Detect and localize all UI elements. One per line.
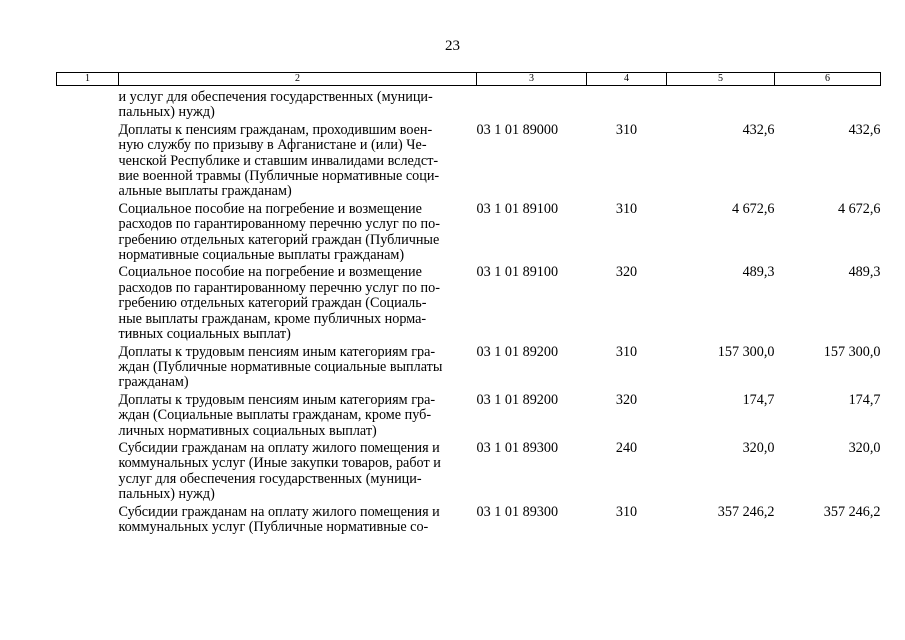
description-line: расходов по гарантированному перечню услуг по по- — [118, 216, 440, 233]
table-row — [57, 439, 881, 503]
description-line: нормативные социальные выплаты гражданам) — [118, 247, 405, 264]
target-code: 03 1 01 89200 — [476, 343, 559, 360]
amount-col-6: 432,6 — [848, 121, 881, 138]
amount-col-6: 4 672,6 — [837, 200, 881, 217]
row-description — [119, 86, 477, 121]
description-line: альные выплаты гражданам) — [118, 183, 292, 200]
description-line: ждан (Социальные выплаты гражданам, кроме пуб- — [118, 407, 432, 424]
amount-col-5: 357 246,2 — [717, 503, 775, 520]
table-row — [57, 391, 881, 439]
amount-col-5: 174,7 — [742, 391, 775, 408]
table-row — [57, 263, 881, 342]
description-line: ную службу по призыву в Афганистане и (или) Че- — [118, 137, 427, 154]
page-number: 23 — [445, 38, 460, 54]
expense-type-code: 310 — [615, 121, 638, 138]
description-line: гребению отдельных категорий граждан (Социаль- — [118, 295, 427, 312]
description-line: коммунальных услуг (Иные закупки товаров, работ и — [118, 455, 441, 472]
row-description — [119, 391, 477, 439]
column-number-header: 2 — [119, 73, 477, 86]
description-line: расходов по гарантированному перечню услуг по по- — [118, 279, 440, 296]
amount-col-6: 320,0 — [848, 439, 881, 456]
description-line: Доплаты к трудовым пенсиям иным категориям гра- — [118, 343, 436, 360]
description-line: Доплаты к трудовым пенсиям иным категориям гра- — [118, 391, 436, 408]
row-description — [119, 503, 477, 536]
table-row — [57, 343, 881, 391]
target-code: 03 1 01 89100 — [476, 264, 559, 281]
description-line: Субсидии гражданам на оплату жилого помещения и — [118, 503, 440, 520]
description-line: Социальное пособие на погребение и возмещение — [118, 264, 422, 281]
description-line: Социальное пособие на погребение и возмещение — [118, 200, 422, 217]
description-line: Субсидии гражданам на оплату жилого помещения и — [118, 439, 440, 456]
row-description — [119, 343, 477, 391]
description-line: ждан (Публичные нормативные социальные выплаты — [118, 358, 443, 375]
description-line: личных нормативных социальных выплат) — [118, 422, 377, 439]
amount-col-6: 157 300,0 — [823, 343, 881, 360]
column-number-header: 4 — [587, 73, 667, 86]
table-row — [57, 503, 881, 536]
expense-type-code: 310 — [615, 200, 638, 217]
expense-type-code: 320 — [615, 264, 638, 281]
target-code: 03 1 01 89000 — [476, 121, 559, 138]
amount-col-6: 174,7 — [848, 391, 881, 408]
amount-col-6: 357 246,2 — [823, 503, 881, 520]
column-number-header: 6 — [775, 73, 881, 86]
description-line: ные выплаты гражданам, кроме публичных норма- — [118, 310, 427, 327]
expense-type-code: 240 — [615, 439, 638, 456]
description-line: гражданам) — [118, 374, 189, 391]
description-line: и услуг для обеспечения государственных (муници- — [118, 89, 433, 105]
column-number-header: 1 — [57, 73, 119, 86]
row-description — [119, 200, 477, 264]
description-line: Доплаты к пенсиям гражданам, проходившим воен- — [118, 121, 433, 138]
row-description — [119, 439, 477, 503]
table-row — [57, 121, 881, 200]
description-line: ченской Республике и ставшим инвалидами вследст- — [118, 152, 439, 169]
description-line: коммунальных услуг (Публичные нормативные со- — [118, 518, 429, 535]
column-number-header: 5 — [667, 73, 775, 86]
target-code: 03 1 01 89300 — [476, 503, 559, 520]
budget-table — [56, 72, 881, 535]
row-description — [119, 121, 477, 200]
target-code: 03 1 01 89300 — [476, 439, 559, 456]
amount-col-6: 489,3 — [848, 264, 881, 281]
target-code: 03 1 01 89200 — [476, 391, 559, 408]
description-line: пальных) нужд) — [118, 104, 215, 121]
table-row — [57, 200, 881, 264]
description-line: гребению отдельных категорий граждан (Публичные — [118, 231, 440, 248]
description-line: тивных социальных выплат) — [118, 326, 291, 343]
amount-col-5: 489,3 — [742, 264, 775, 281]
expense-type-code: 310 — [615, 503, 638, 520]
column-number-header: 3 — [477, 73, 587, 86]
expense-type-code: 320 — [615, 391, 638, 408]
row-description — [119, 263, 477, 342]
description-line: вие военной травмы (Публичные нормативные соци- — [118, 168, 440, 185]
amount-col-5: 157 300,0 — [717, 343, 775, 360]
description-line: пальных) нужд) — [118, 486, 215, 503]
target-code: 03 1 01 89100 — [476, 200, 559, 217]
column-number-header-row — [57, 73, 881, 86]
amount-col-5: 432,6 — [742, 121, 775, 138]
continuation-row — [57, 86, 881, 121]
expense-type-code: 310 — [615, 343, 638, 360]
description-line: услуг для обеспечения государственных (муници- — [118, 470, 422, 487]
amount-col-5: 4 672,6 — [731, 200, 775, 217]
amount-col-5: 320,0 — [742, 439, 775, 456]
